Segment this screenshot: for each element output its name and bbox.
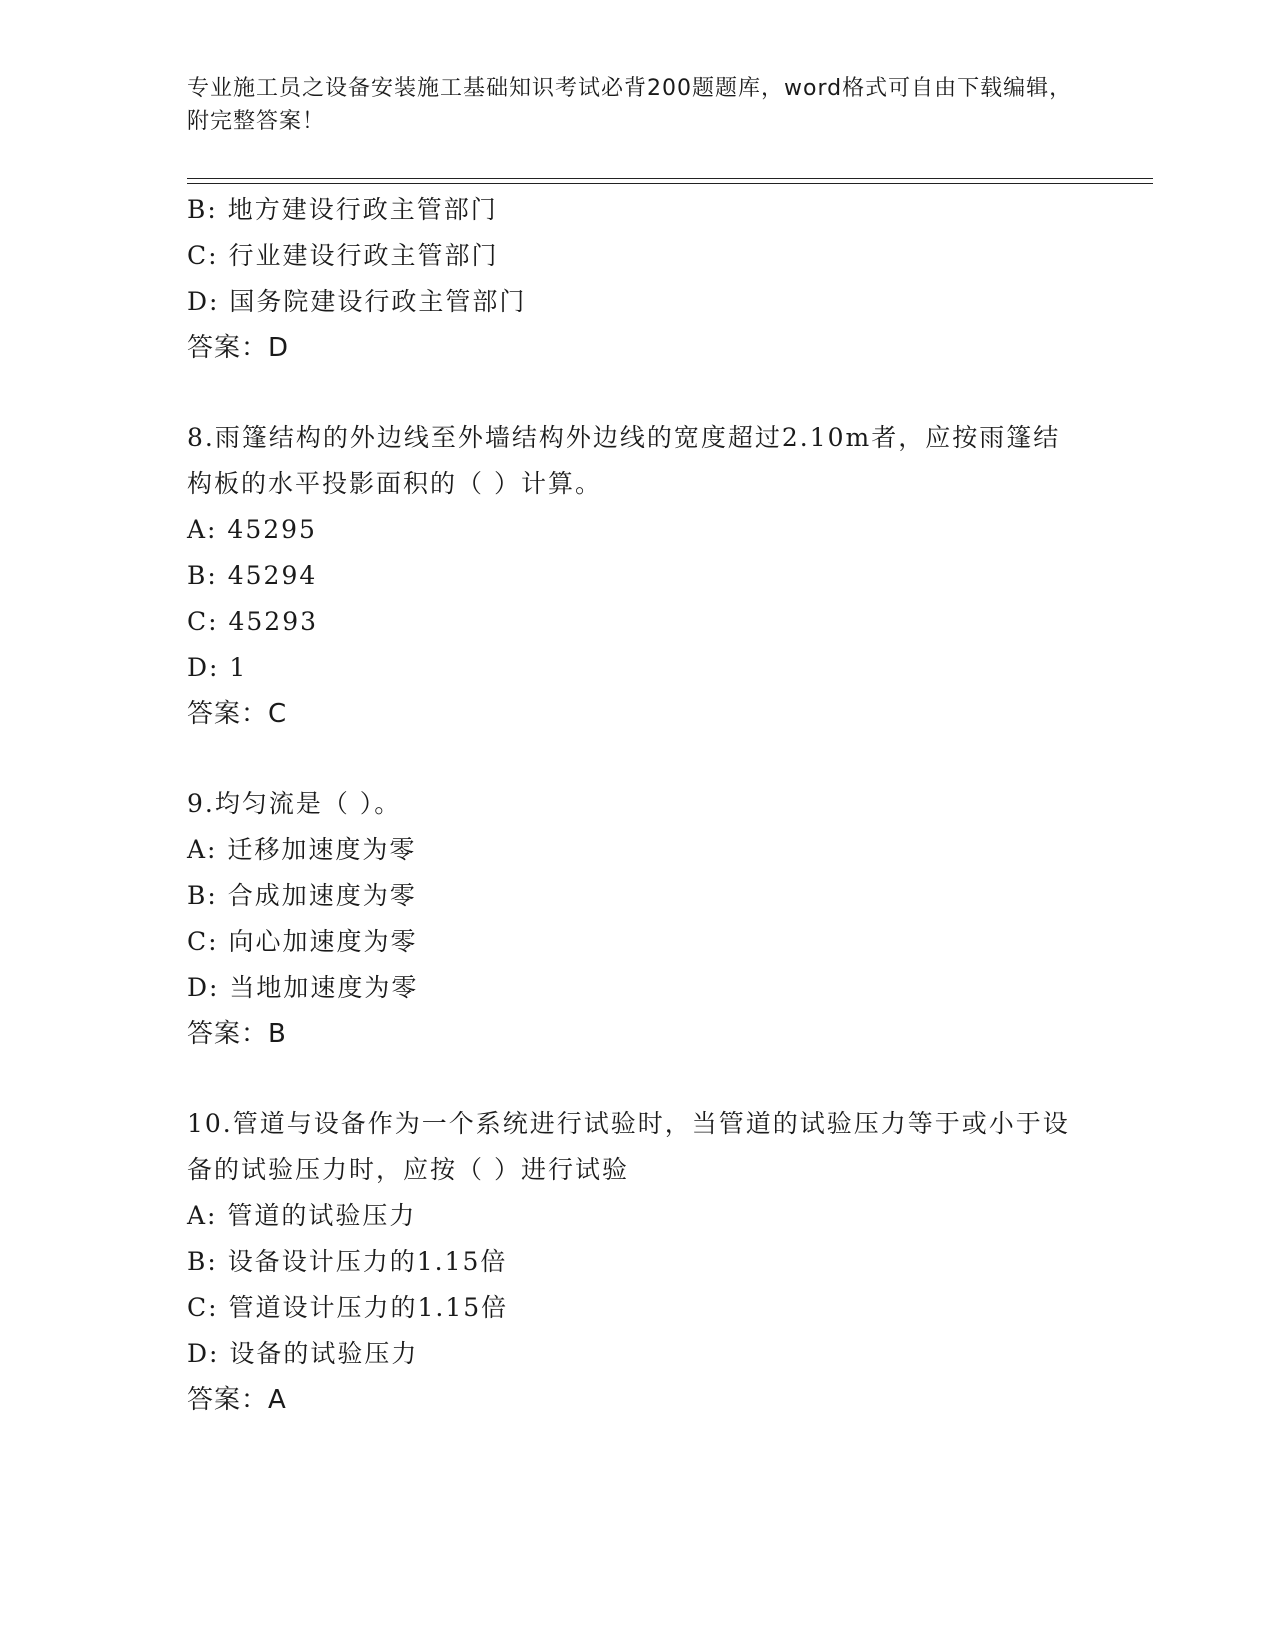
option-c: C: 行业建设行政主管部门 (187, 241, 499, 270)
question-text: 8.雨篷结构的外边线至外墙结构外边线的宽度超过2.10m者，应按雨篷结构板的水平投影面积的（ ）计算。 (187, 423, 1061, 498)
answer-line: 答案：B (187, 1019, 287, 1049)
spacer (187, 371, 1087, 415)
answer-line: 答案：D (187, 333, 290, 363)
answer-line: 答案：C (187, 699, 288, 729)
question-text: 9.均匀流是（ ）。 (187, 789, 402, 818)
document-body (187, 187, 1087, 1423)
question-text: 10.管道与设备作为一个系统进行试验时，当管道的试验压力等于或小于设备的试验压力时，应按（ ）进行试验 (187, 1109, 1070, 1184)
option-c: C: 45293 (187, 607, 319, 636)
question-7-continued (187, 187, 1087, 371)
document-header: 专业施工员之设备安装施工基础知识考试必背200题题库，word格式可自由下载编辑，附完整答案！ (187, 76, 1073, 134)
option-d: D: 设备的试验压力 (187, 1339, 419, 1368)
option-a: A: 迁移加速度为零 (187, 835, 417, 864)
question-10 (187, 1101, 1087, 1423)
option-a: A: 45295 (187, 515, 317, 544)
option-b: B: 合成加速度为零 (187, 881, 417, 910)
option-b: B: 设备设计压力的1.15倍 (187, 1247, 508, 1276)
header-divider-bottom (187, 183, 1153, 184)
option-b: B: 地方建设行政主管部门 (187, 195, 498, 224)
question-9 (187, 781, 1087, 1057)
option-d: D: 1 (187, 653, 248, 682)
option-b: B: 45294 (187, 561, 318, 590)
spacer (187, 1057, 1087, 1101)
spacer (187, 737, 1087, 781)
option-a: A: 管道的试验压力 (187, 1201, 417, 1230)
option-c: C: 管道设计压力的1.15倍 (187, 1293, 509, 1322)
answer-line: 答案：A (187, 1385, 287, 1415)
question-8 (187, 415, 1087, 737)
option-d: D: 国务院建设行政主管部门 (187, 287, 527, 316)
option-d: D: 当地加速度为零 (187, 973, 419, 1002)
header-divider-top (187, 178, 1153, 179)
option-c: C: 向心加速度为零 (187, 927, 418, 956)
